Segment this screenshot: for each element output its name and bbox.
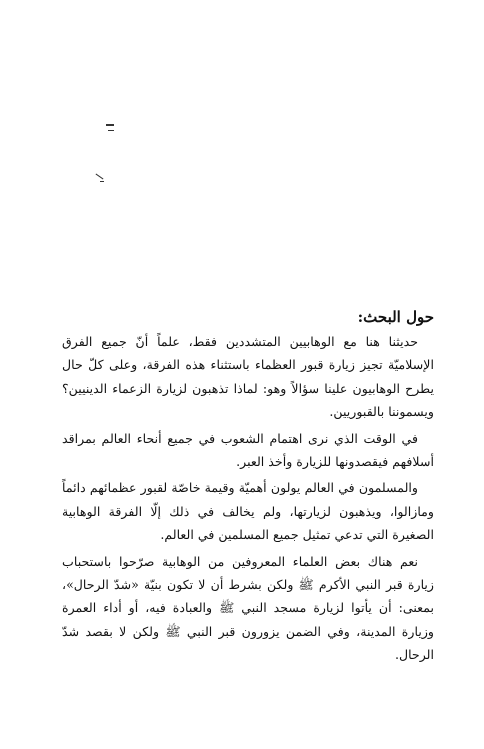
text-body [62, 306, 434, 670]
margin-mark [100, 181, 104, 182]
paragraph: في الوقت الذي نرى اهتمام الشعوب في جميع أنحاء العالم بمراقد أسلافهم فيقصدونها للزيارة وأخذ العبر. [62, 430, 434, 470]
section-heading: حول البحث: [357, 308, 434, 326]
paragraph: والمسلمون في العالم يولون أهميّة وقيمة خاصّة لقبور عظمائهم دائماً ومازالوا، ويذهبون لزيارتها، ولم يخالف في ذلك إلّا الفرقة الوهابية الصغيرة التي تدعي تمثيل جميع المسلمين في العالم. [62, 480, 434, 543]
margin-mark [106, 124, 114, 126]
paragraph: نعم هناك بعض العلماء المعروفين من الوهابية صرّحوا باستحباب زيارة قبر النبي الأكرم ﷺ ولكن بشرط أن لا تكون بنيّة «شدّ الرحال»، بمعنى: أن يأتوا لزيارة مسجد النبي ﷺ والعبادة فيه، أو أداء العمرة وزيارة المدينة، وفي الضمن يزورون قبر النبي ﷺ ولكن لا بقصد شدّ الرحال. [62, 553, 434, 663]
paragraph: حديثنا هنا مع الوهابيين المتشددين فقط، علماً أنّ جميع الفرق الإسلاميّة تجيز زيارة قبور العظماء باستثناء هذه الفرقة، وعلى كلّ حال يطرح الوهابيون علينا سؤالاً وهو: لماذا تذهبون لزيارة الزعماء الدينيين؟ ويسموننا بالقبوريين. [62, 334, 434, 420]
margin-mark [108, 130, 114, 131]
margin-mark [96, 174, 104, 180]
